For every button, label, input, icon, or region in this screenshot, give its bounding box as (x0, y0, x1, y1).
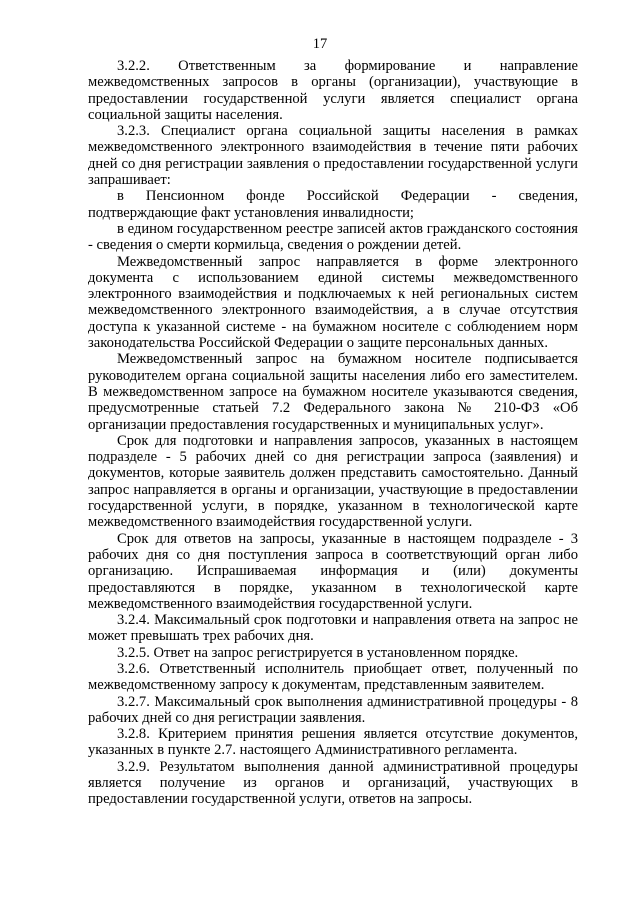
paragraph-paper-request: Межведомственный запрос на бумажном носителе подписывается руководителем органа социальной защиты населения либо его заместителем. В межведомственном запросе на бумажном носителе указываются сведения, предусмотренные статьей 7.2 Федерального закона № 210-ФЗ «Об организации предоставления государственных и муниципальных услуг». (88, 351, 578, 433)
paragraph-3-2-4: 3.2.4. Максимальный срок подготовки и направления ответа на запрос не может превышать трех рабочих дня. (88, 612, 578, 645)
paragraph-3-2-9: 3.2.9. Результатом выполнения данной административной процедуры является получение из органов и организаций, участвующих в предоставлении государственной услуги, ответов на запросы. (88, 758, 578, 808)
document-body (88, 58, 578, 808)
paragraph-3-2-2: 3.2.2. Ответственным за формирование и направление межведомственных запросов в органы (организации), участвующие в предоставлении государственной услуги является специалист органа социальной защиты населения. (88, 58, 578, 123)
paragraph-civil-registry: в едином государственном реестре записей актов гражданского состояния - сведения о смерти кормильца, сведения о рождении детей. (88, 220, 578, 254)
page-number: 17 (312, 36, 328, 52)
paragraph-3-2-5: 3.2.5. Ответ на запрос регистрируется в установленном порядке. (117, 644, 519, 661)
paragraph-3-2-3: 3.2.3. Специалист органа социальной защиты населения в рамках межведомственного электронного взаимодействия в течение пяти рабочих дней со дня регистрации заявления о предоставлении государственной услуги запрашивает: (88, 123, 578, 189)
paragraph-3-2-6: 3.2.6. Ответственный исполнитель приобщает ответ, полученный по межведомственному запросу к документам, представленным заявителем. (88, 660, 578, 694)
paragraph-3-2-7: 3.2.7. Максимальный срок выполнения административной процедуры - 8 рабочих дней со дня регистрации заявления. (88, 693, 578, 726)
paragraph-response-deadline: Срок для ответов на запросы, указанные в настоящем подразделе - 3 рабочих дня со дня поступления запроса в соответствующий орган либо организацию. Испрашиваемая информация и (или) документы предоставляются в порядке, указанном в технологической карте межведомственного взаимодействия государственной услуги. (88, 530, 578, 612)
paragraph-electronic-request: Межведомственный запрос направляется в форме электронного документа с использованием единой системы межведомственного электронного взаимодействия и подключаемых к ней региональных систем межведомственного электронного взаимодействия, а в случае отсутствия доступа к указанной системе - на бумажном носителе с соблюдением норм законодательства Российской Федерации о защите персональных данных. (88, 253, 578, 352)
paragraph-request-deadline: Срок для подготовки и направления запросов, указанных в настоящем подразделе - 5 рабочих дней со дня регистрации запроса (заявления) и документов, которые заявитель должен представить самостоятельно. Данный запрос направляется в органы и организации, участвующие в предоставлении государственной услуги, в порядке, указанном в технологической карте межведомственного взаимодействия государственной услуги. (88, 432, 578, 531)
paragraph-3-2-8: 3.2.8. Критерием принятия решения является отсутствие документов, указанных в пункте 2.7. настоящего Административного регламента. (88, 726, 578, 759)
paragraph-pension-fund: в Пенсионном фонде Российской Федерации - сведения, подтверждающие факт установления инвалидности; (88, 188, 578, 221)
